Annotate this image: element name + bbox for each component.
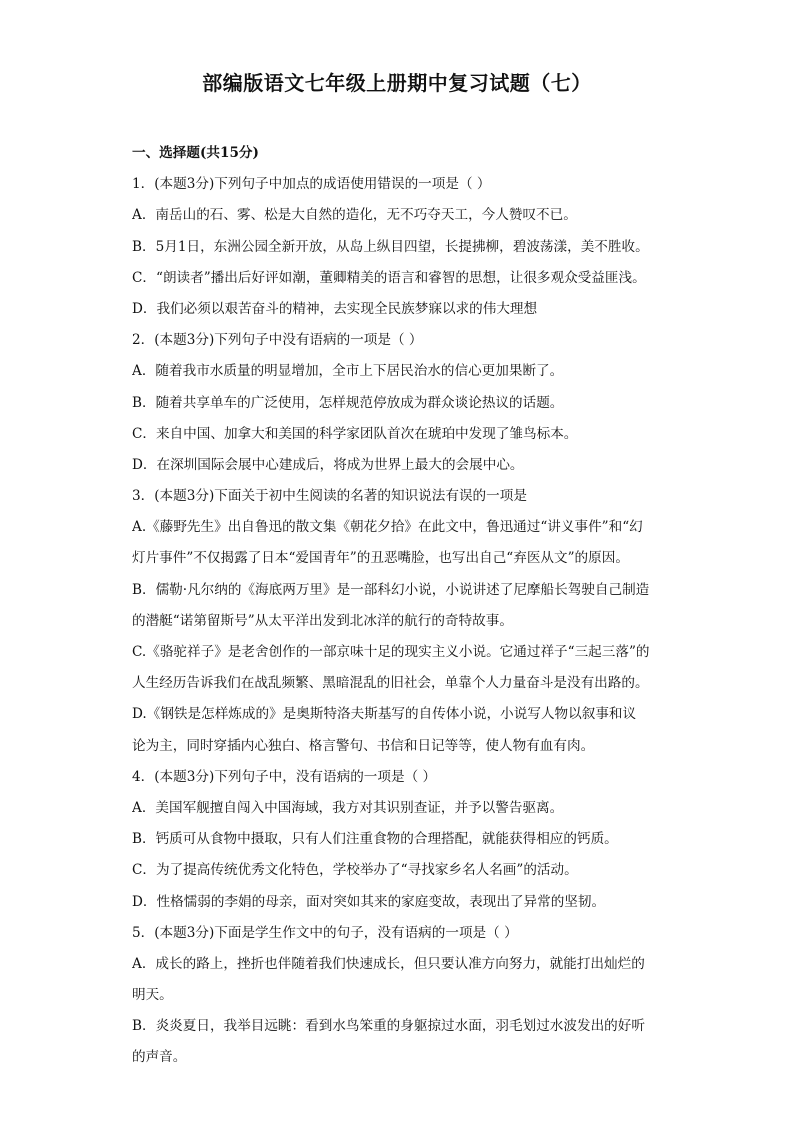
answer-option: B．钙质可从食物中摄取，只有人们注重食物的合理搭配，就能获得相应的钙质。 — [132, 831, 618, 848]
section-heading: 一、选择题(共15分) — [132, 145, 259, 161]
answer-option-continuation: 论为主，同时穿插内心独白、格言警句、书信和日记等等，使人物有血有肉。 — [132, 737, 595, 754]
question-stem: 3．(本题3分)下面关于初中生阅读的名著的知识说法有误的一项是 — [132, 488, 527, 505]
question-stem: 2．(本题3分)下列句子中没有语病的一项是（ ） — [132, 332, 423, 349]
answer-option: A．成长的路上，挫折也伴随着我们快速成长，但只要认准方向努力，就能打出灿烂的 — [132, 955, 645, 972]
question-list — [132, 169, 672, 1073]
answer-option: B．炎炎夏日，我举目远眺：看到水鸟笨重的身躯掠过水面，羽毛划过水波发出的好听 — [132, 1018, 645, 1035]
answer-option: D.《钢铁是怎样炼成的》是奥斯特洛夫斯基写的自传体小说，小说写人物以叙事和议 — [132, 706, 637, 723]
answer-option: A.《藤野先生》出自鲁迅的散文集《朝花夕拾》在此文中，鲁迅通过“讲义事件”和“幻 — [132, 519, 643, 536]
answer-option: B．随着共享单车的广泛使用，怎样规范停放成为群众谈论热议的话题。 — [132, 394, 564, 411]
answer-option: C．“朗读者”播出后好评如潮，董卿精美的语言和睿智的思想，让很多观众受益匪浅。 — [132, 269, 646, 286]
question-stem: 4．(本题3分)下列句子中，没有语病的一项是（ ） — [132, 768, 437, 785]
answer-option: A．随着我市水质量的明显增加，全市上下居民治水的信心更加果断了。 — [132, 363, 564, 380]
answer-option: C．为了提高传统优秀文化特色，学校举办了“寻找家乡名人名画”的活动。 — [132, 862, 578, 879]
answer-option-continuation: 人生经历告诉我们在战乱频繁、黑暗混乱的旧社会，单靠个人力量奋斗是没有出路的。 — [132, 675, 649, 692]
answer-option: D．我们必须以艰苦奋斗的精神，去实现全民族梦寐以求的伟大理想 — [132, 300, 538, 317]
exam-content — [132, 138, 672, 1074]
answer-option-continuation: 的潜艇“诺第留斯号”从太平洋出发到北冰洋的航行的奇特故事。 — [132, 612, 513, 629]
page-title: 部编版语文七年级上册期中复习试题（七） — [202, 71, 592, 95]
question-stem: 5．(本题3分)下面是学生作文中的句子，没有语病的一项是（ ） — [132, 924, 518, 941]
answer-option: A．南岳山的石、雾、松是大自然的造化，无不巧夺天工，今人赞叹不已。 — [132, 207, 577, 224]
answer-option: B．儒勒·凡尔纳的《海底两万里》是一部科幻小说，小说讲述了尼摩船长驾驶自己制造 — [132, 581, 650, 598]
answer-option: C．来自中国、加拿大和美国的科学家团队首次在琥珀中发现了雏鸟标本。 — [132, 425, 578, 442]
question-stem: 1．(本题3分)下列句子中加点的成语使用错误的一项是（ ） — [132, 176, 491, 193]
answer-option-continuation: 明天。 — [132, 987, 173, 1004]
answer-option: D．性格懦弱的李娟的母亲，面对突如其来的家庭变故，表现出了异常的坚韧。 — [132, 893, 606, 910]
answer-option: C.《骆驼祥子》是老舍创作的一部京味十足的现实主义小说。它通过祥子“三起三落”的 — [132, 644, 650, 660]
answer-option-continuation: 的声音。 — [132, 1049, 187, 1066]
answer-option-continuation: 灯片事件”不仅揭露了日本“爱国青年”的丑恶嘴脸，也写出自己“弃医从文”的原因。 — [132, 550, 629, 567]
answer-option: D．在深圳国际会展中心建成后，将成为世界上最大的会展中心。 — [132, 456, 524, 473]
answer-option: B．5月1日，东洲公园全新开放，从岛上纵目四望，长提拂柳，碧波荡漾，美不胜收。 — [132, 238, 649, 255]
answer-option: A．美国军舰擅自闯入中国海域，我方对其识别查证，并予以警告驱离。 — [132, 799, 564, 816]
